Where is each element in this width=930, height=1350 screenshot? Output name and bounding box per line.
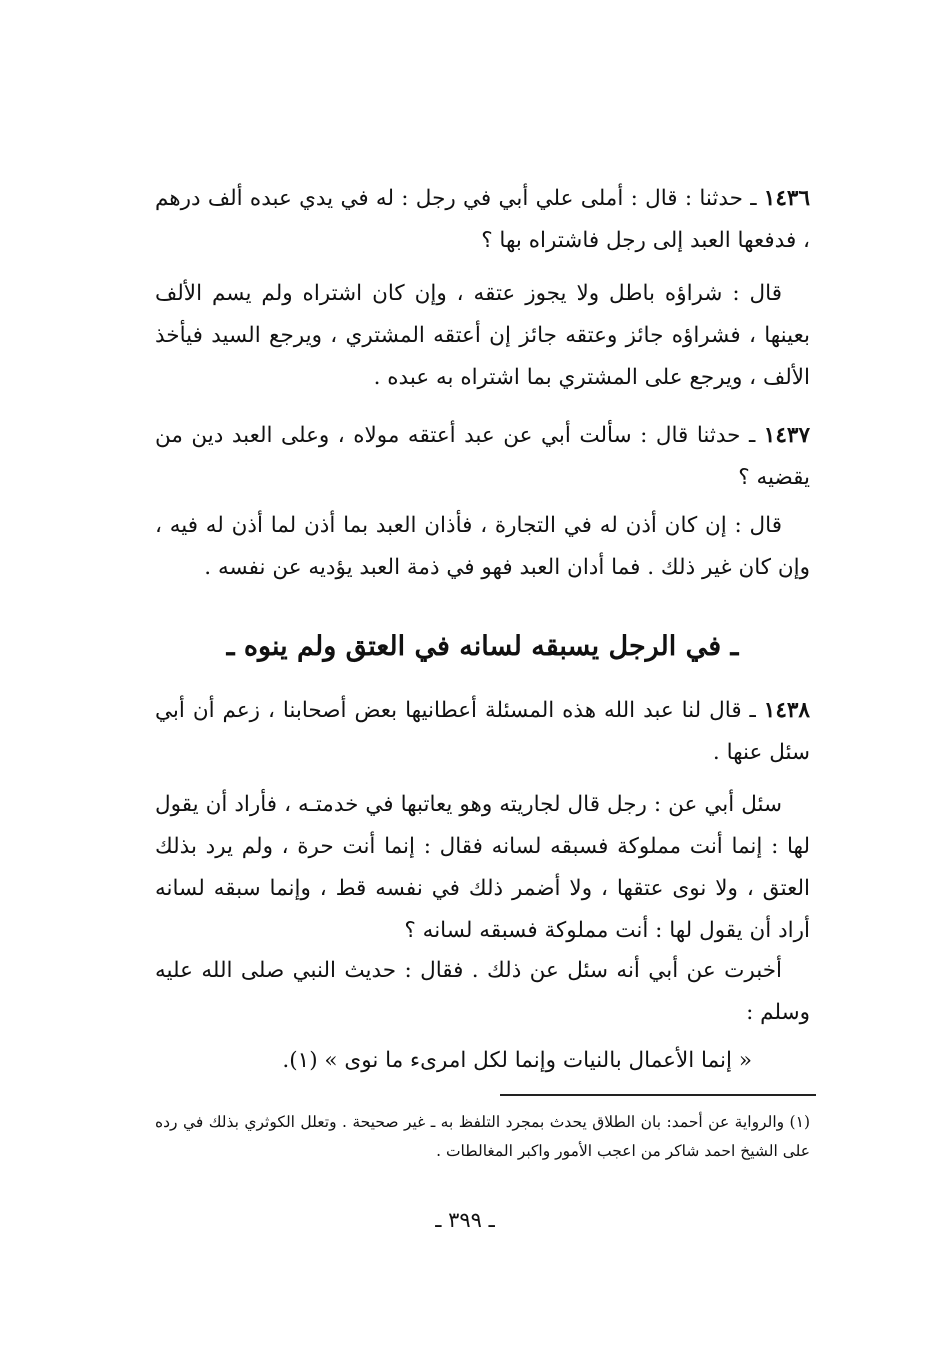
paragraph-1437-question-text: ـ حدثنا قال : سألت أبي عن عبد أعتقه مولاه ، وعلى العبد دين من يقضيه ؟ <box>155 423 810 490</box>
entry-number-1437: ١٤٣٧ <box>763 423 810 448</box>
paragraph-1438-question: سئل أبي عن : رجل قال لجاريته وهو يعاتبها في خدمتـه ، فأراد أن يقول لها : إنما أنت مملوكة فسبقه لسانه فقال : إنما أنت حرة ، ولم يرد بذلك العتق ، ولا نوى عتقها ، ولا أضمر ذلك في نفسه قط ، وإنما سبقه لسانه أراد أن يقول لها : أنت مملوكة فسبقه لسانه ؟ <box>155 792 810 943</box>
footnote-divider <box>500 1094 816 1096</box>
paragraph-1436-question <box>155 178 810 262</box>
section-heading: ـ في الرجل يسبقه لسانه في العتق ولم ينوه ـ <box>226 631 739 662</box>
paragraph-1438-intro <box>155 690 810 774</box>
paragraph-1436-answer: قال : شراؤه باطل ولا يجوز عتقه ، وإن كان اشتراه ولم يسم الألف بعينها ، فشراؤه جائز وعتقه جائز إن أعتقه المشتري ، ويرجع السيد فيأخذ الألف ، ويرجع على المشتري بما اشتراه به عبده . <box>155 281 810 390</box>
page-number: ـ ٣٩٩ ـ <box>435 1208 495 1232</box>
paragraph-1437-question <box>155 415 810 499</box>
hadith-quote: « إنما الأعمال بالنيات وإنما لكل امرىء ما نوى » (١). <box>282 1048 752 1073</box>
entry-number-1438: ١٤٣٨ <box>763 698 810 723</box>
paragraph-1436-question-text: ـ حدثنا : قال : أملى علي أبي في رجل : له في يدي عبده ألف درهم ، فدفعها العبد إلى رجل فاشتراه بها ؟ <box>155 186 810 253</box>
paragraph-1438-answer: أخبرت عن أبي أنه سئل عن ذلك . فقال : حديث النبي صلى الله عليه وسلم : <box>155 958 810 1025</box>
paragraph-1437-answer: قال : إن كان أذن له في التجارة ، فأذان العبد بما أذن لما أذن له فيه ، وإن كان غير ذلك . فما أدان العبد فهو في ذمة العبد يؤديه عن نفسه . <box>155 513 810 580</box>
footnote: (١) والرواية عن أحمد: بان الطلاق يحدث بمجرد التلفظ به ـ غير صحيحة . وتعلل الكوثري بذلك في رده على الشيخ احمد شاكر من اعجب الأمور واكبر المغالطات . <box>155 1113 810 1160</box>
entry-number-1436: ١٤٣٦ <box>763 186 810 211</box>
paragraph-1438-intro-text: ـ قال لنا عبد الله هذه المسئلة أعطانيها بعض أصحابنا ، زعم أن أبي سئل عنها . <box>155 698 810 765</box>
